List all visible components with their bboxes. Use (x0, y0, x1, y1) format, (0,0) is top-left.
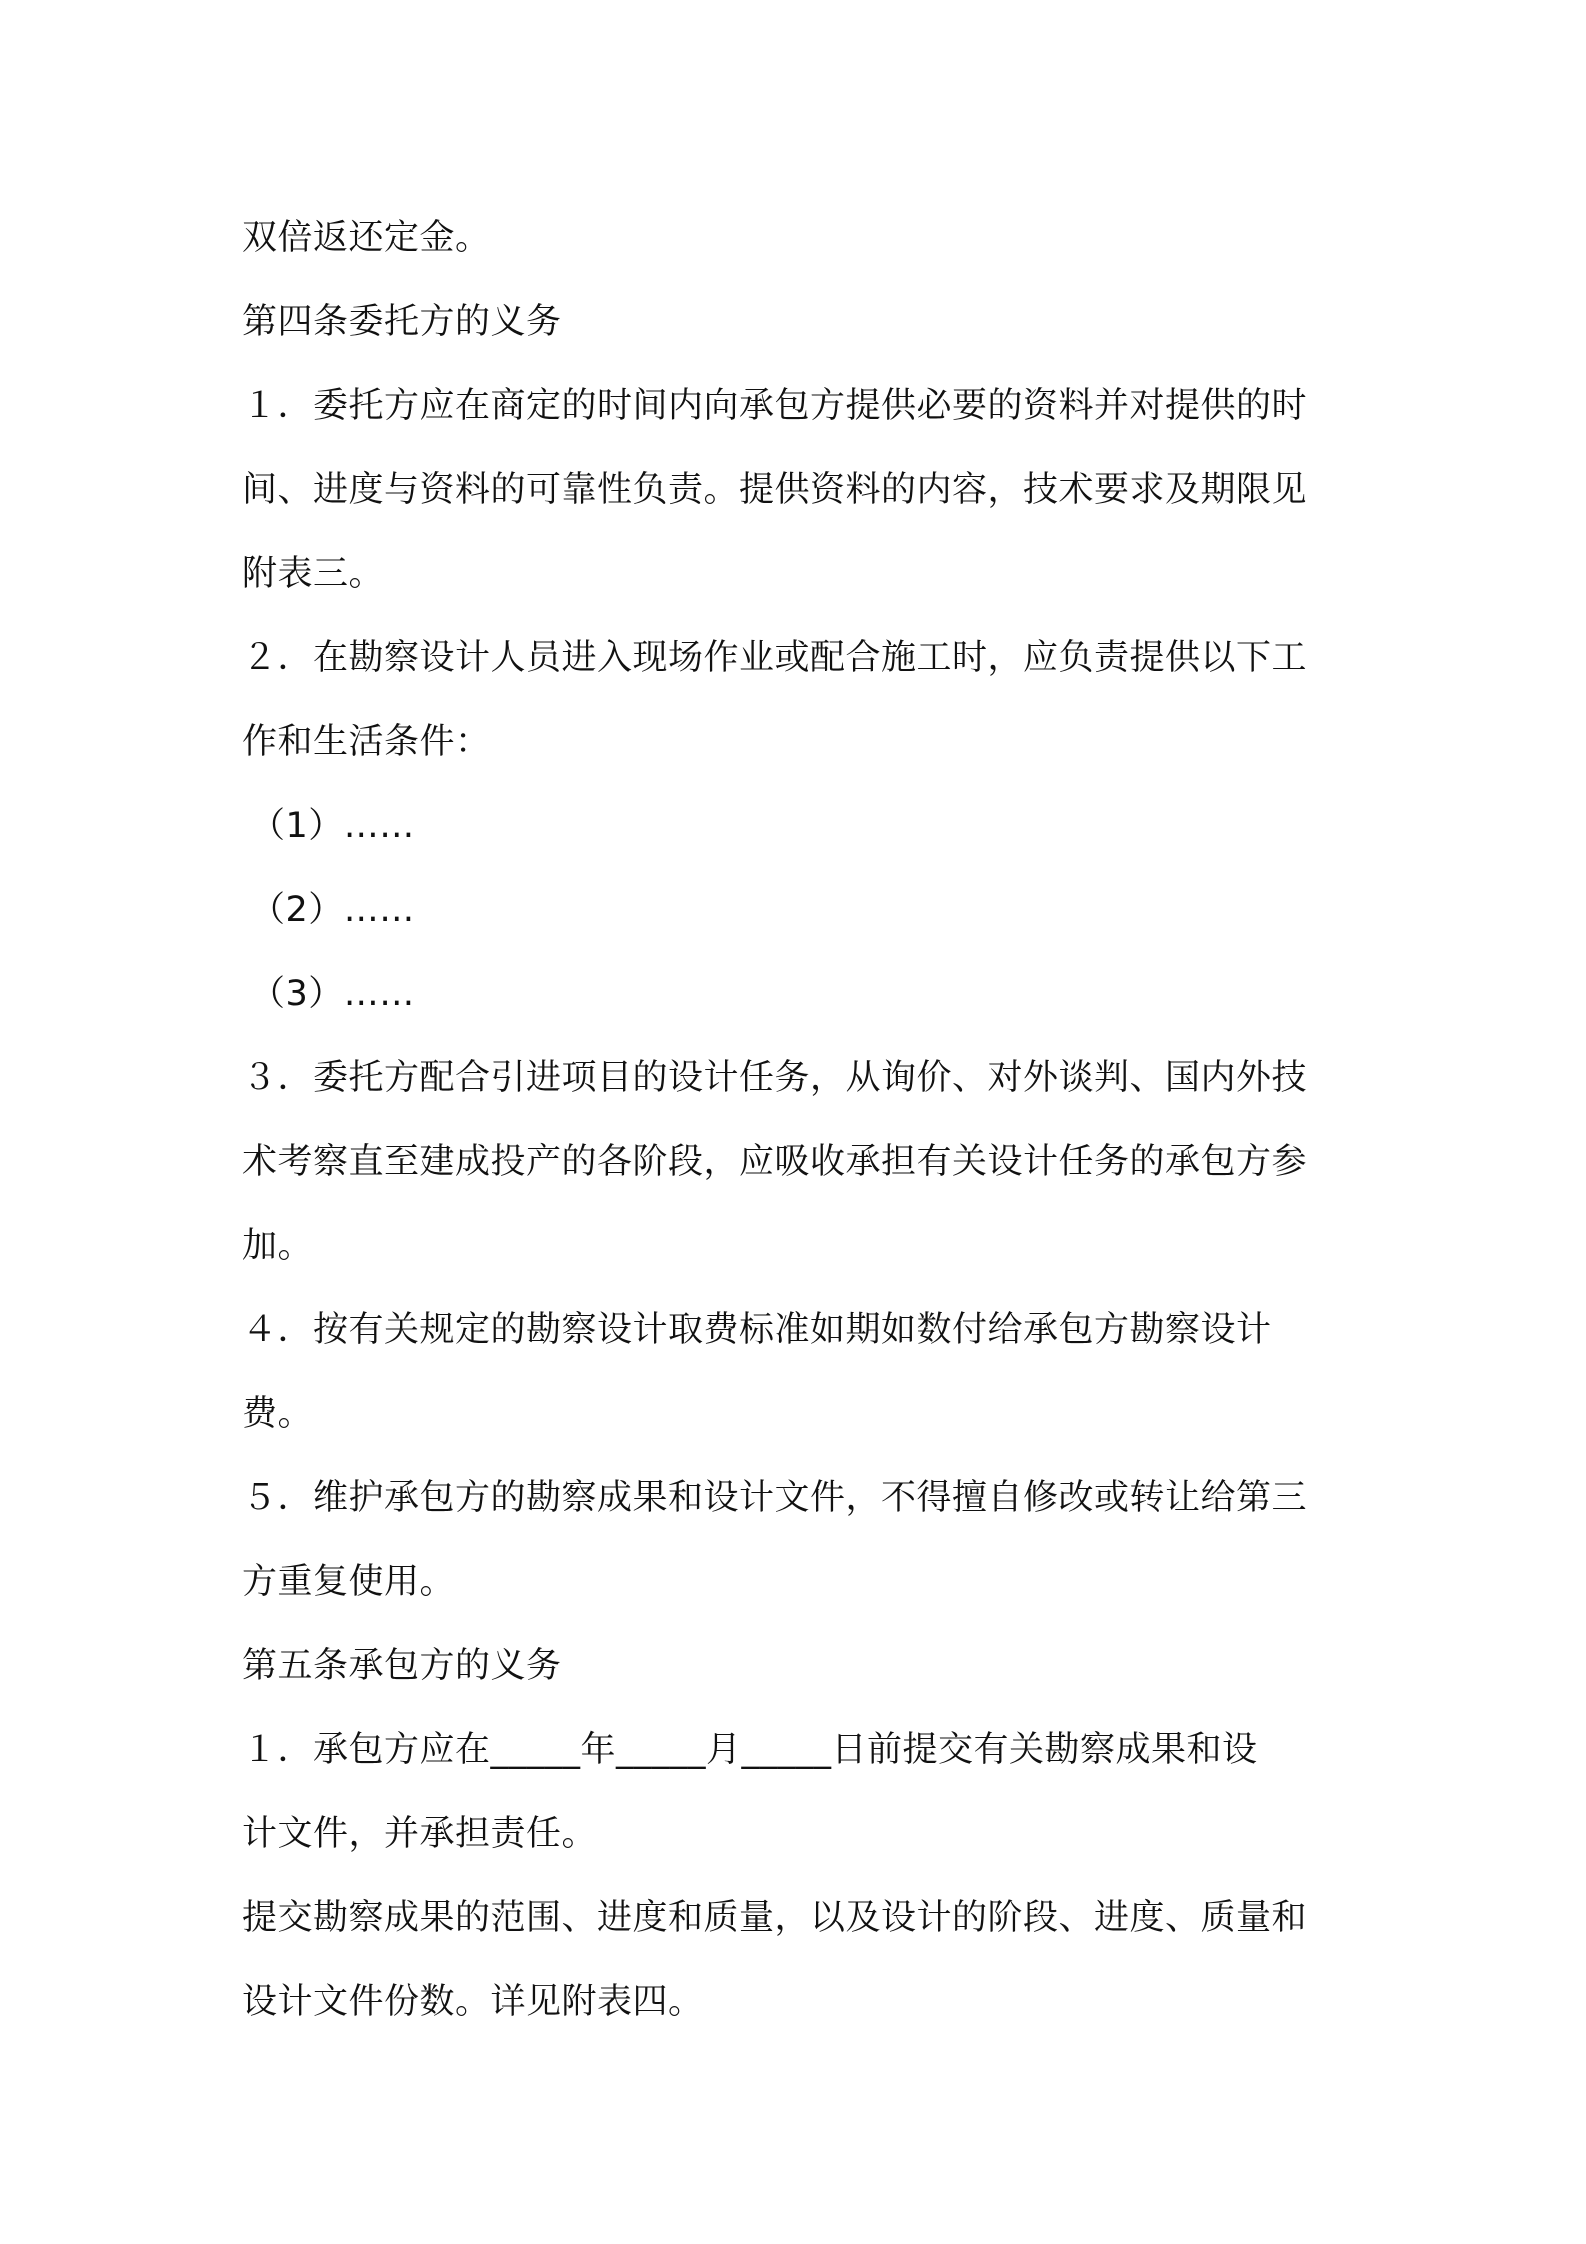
text-line: ３．委托方配合引进项目的设计任务，从询价、对外谈判、国内外技 (242, 1058, 1308, 1098)
text-line: 间、进度与资料的可靠性负责。提供资料的内容，技术要求及期限见 (242, 470, 1308, 510)
document-body (242, 196, 1362, 2044)
text-line: 作和生活条件： (242, 722, 491, 762)
text-line: 加。 (242, 1226, 314, 1266)
section-heading: 第五条承包方的义务 (242, 1646, 562, 1686)
text-line: ２．在勘察设计人员进入现场作业或配合施工时，应负责提供以下工 (242, 638, 1308, 678)
text-line: 提交勘察成果的范围、进度和质量，以及设计的阶段、进度、质量和 (242, 1898, 1308, 1938)
text-line: 设计文件份数。详见附表四。 (242, 1982, 704, 2022)
text-line: 计文件，并承担责任。 (242, 1814, 598, 1854)
text-line: １．委托方应在商定的时间内向承包方提供必要的资料并对提供的时 (242, 386, 1308, 426)
text-line: ５．维护承包方的勘察成果和设计文件，不得擅自修改或转让给第三 (242, 1478, 1308, 1518)
list-item: （1）…… (250, 806, 415, 846)
list-item: （2）…… (250, 890, 415, 930)
section-heading: 第四条委托方的义务 (242, 302, 562, 342)
text-line: 双倍返还定金。 (242, 218, 491, 258)
list-item: （3）…… (250, 974, 415, 1014)
text-line: ４．按有关规定的勘察设计取费标准如期如数付给承包方勘察设计 (242, 1310, 1272, 1350)
text-line: 术考察直至建成投产的各阶段，应吸收承担有关设计任务的承包方参 (242, 1142, 1308, 1182)
text-line: 附表三。 (242, 554, 385, 594)
text-line: 费。 (242, 1394, 314, 1434)
text-line: 方重复使用。 (242, 1562, 456, 1602)
text-line: １．承包方应在_____年_____月_____日前提交有关勘察成果和设 (242, 1730, 1258, 1770)
